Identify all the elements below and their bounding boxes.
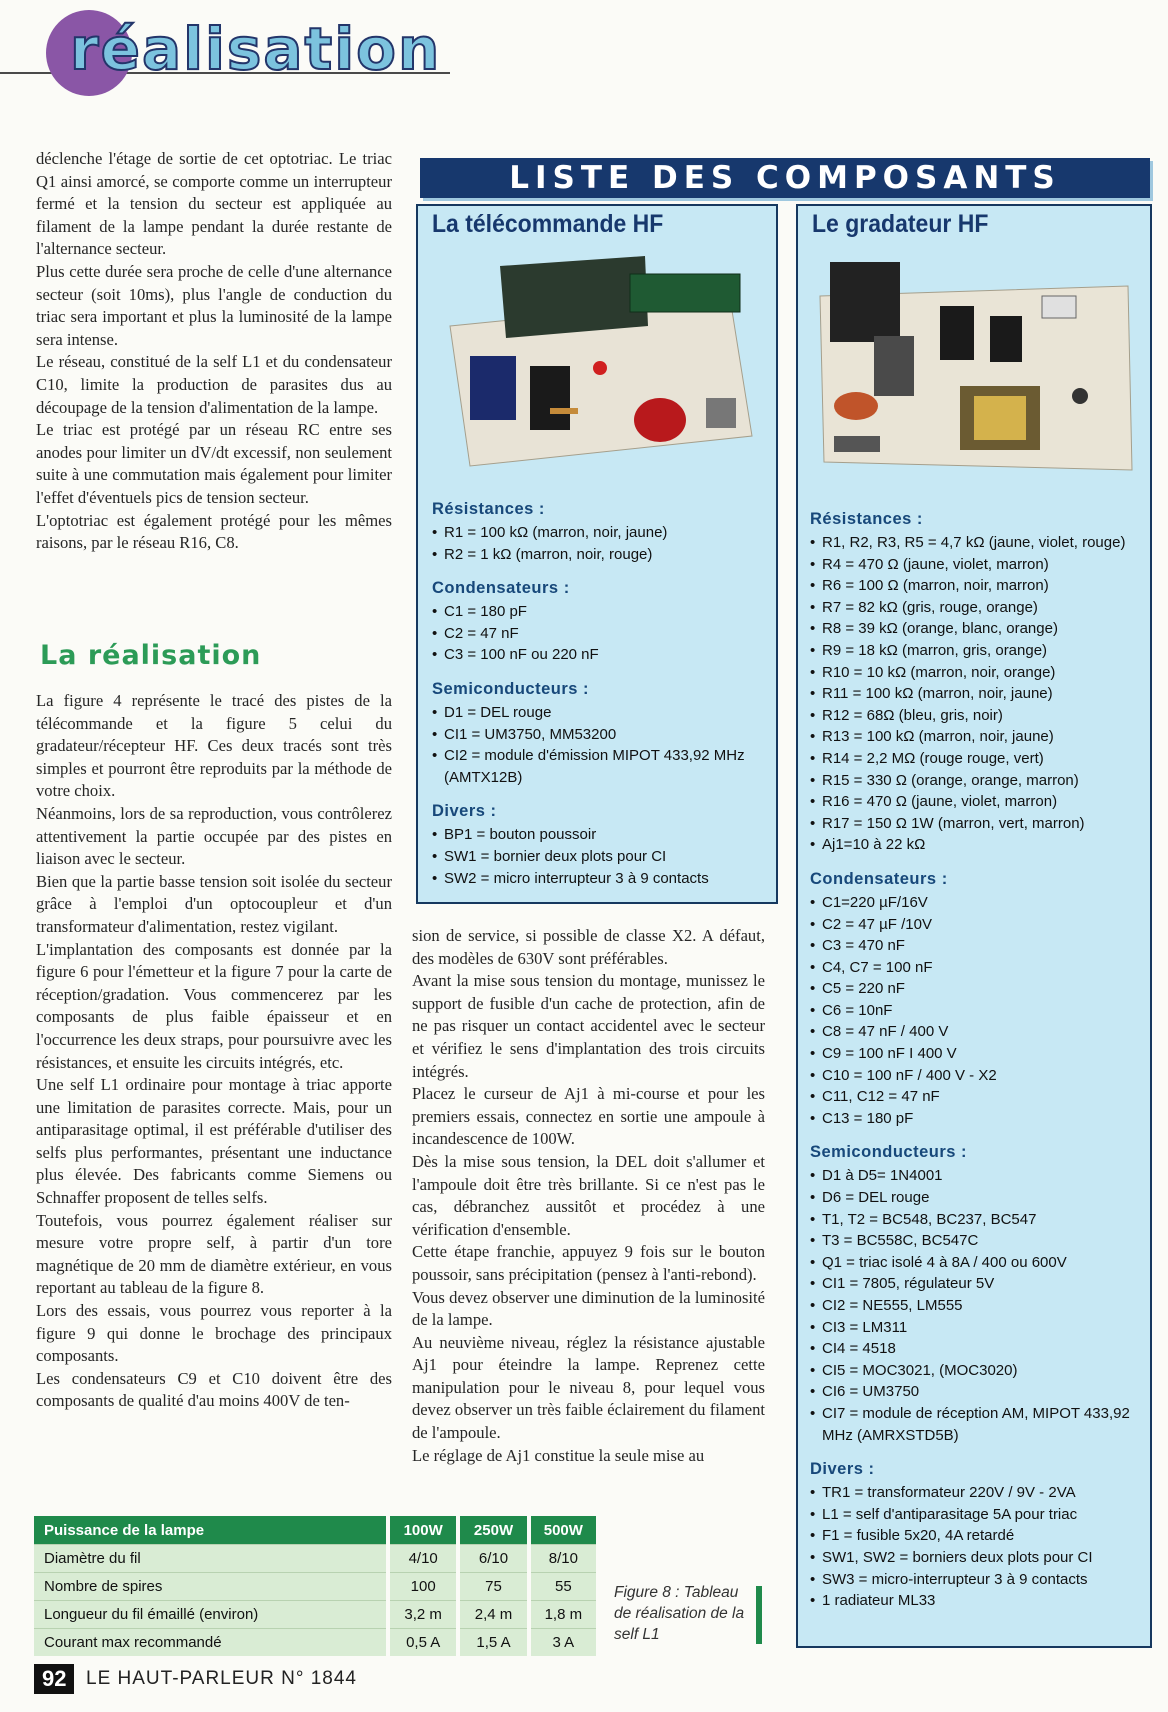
page-number: 92 [34, 1664, 74, 1694]
part-item: • R13 = 100 kΩ (marron, noir, jaune) [810, 726, 1145, 748]
part-item: • CI1 = 7805, régulateur 5V [810, 1273, 1145, 1295]
part-item: • T1, T2 = BC548, BC237, BC547 [810, 1209, 1145, 1231]
part-item: • SW1, SW2 = borniers deux plots pour CI [810, 1547, 1145, 1569]
table-cell: 8/10 [529, 1545, 596, 1573]
body-column-1-bottom [36, 690, 392, 1413]
table-header-cell: 500W [529, 1516, 596, 1545]
part-item: • CI5 = MOC3021, (MOC3020) [810, 1360, 1145, 1382]
table-header-cell: 250W [458, 1516, 528, 1545]
table-cell: 4/10 [388, 1545, 458, 1573]
paragraph: La figure 4 représente le tracé des pistes de la télécommande et la figure 5 celui du gradateur/récepteur HF. Ces deux tracés sont très simples et pourront être reproduits par la méthode de votre choix. [36, 691, 392, 801]
part-item: • C13 = 180 pF [810, 1108, 1145, 1130]
table-row [34, 1601, 596, 1629]
part-item: • T3 = BC558C, BC547C [810, 1230, 1145, 1252]
table-cell: 1,8 m [529, 1601, 596, 1629]
part-item: • CI4 = 4518 [810, 1338, 1145, 1360]
category-heading: Résistances : [432, 500, 545, 518]
self-l1-table [34, 1516, 596, 1656]
part-item: • CI2 = NE555, LM555 [810, 1295, 1145, 1317]
table-header-cell: 100W [388, 1516, 458, 1545]
part-item: • R10 = 10 kΩ (marron, noir, orange) [810, 662, 1145, 684]
table-cell: Longueur du fil émaillé (environ) [34, 1601, 388, 1629]
telecommande-pcb-photo [430, 248, 760, 474]
part-item: • 1 radiateur ML33 [810, 1590, 1145, 1612]
part-item: • R2 = 1 kΩ (marron, noir, rouge) [432, 544, 767, 566]
part-item: • D1 = DEL rouge [432, 702, 767, 724]
paragraph: Le réseau, constitué de la self L1 et du condensateur C10, limite la production de parasites dus au découpage de la tension d'alimentation de la lampe. [36, 352, 392, 417]
part-item: • CI1 = UM3750, MM53200 [432, 724, 767, 746]
telecommande-title: La télécommande HF [432, 210, 664, 238]
table-cell: 55 [529, 1573, 596, 1601]
table-row [34, 1629, 596, 1657]
part-item: • BP1 = bouton poussoir [432, 824, 767, 846]
part-item: • C1 = 180 pF [432, 601, 767, 623]
category-heading: Condensateurs : [432, 579, 570, 598]
paragraph: Avant la mise sous tension du montage, munissez le support de fusible d'un cache de protection, afin de ne pas risquer un contact accidentel avec le secteur et vérifiez le sens d'implantation des trois circuits intégrés. [412, 971, 765, 1081]
part-item: • R1 = 100 kΩ (marron, noir, jaune) [432, 522, 767, 544]
part-item: • C2 = 47 µF /10V [810, 914, 1145, 936]
part-item: • SW2 = micro interrupteur 3 à 9 contacts [432, 868, 767, 890]
part-item: • C5 = 220 nF [810, 978, 1145, 1000]
gradateur-title: Le gradateur HF [812, 210, 989, 238]
paragraph: sion de service, si possible de classe X2. A défaut, des modèles de 630V sont préférables. [412, 926, 765, 968]
part-item: • R11 = 100 kΩ (marron, noir, jaune) [810, 683, 1145, 705]
part-item: • CI6 = UM3750 [810, 1381, 1145, 1403]
part-item: • C4, C7 = 100 nF [810, 957, 1145, 979]
part-item: • C1=220 µF/16V [810, 892, 1145, 914]
paragraph: Toutefois, vous pourrez également réaliser sur mesure votre propre self, à partir d'un tore magnétique de 20 mm de diamètre extérieur, en vous reportant au tableau de la figure 8. [36, 1210, 392, 1298]
table-cell: 3 A [529, 1629, 596, 1657]
category-heading: Semiconducteurs : [432, 679, 590, 698]
part-item: • C10 = 100 nF / 400 V - X2 [810, 1065, 1145, 1087]
category-heading: Divers : [810, 1460, 875, 1479]
part-item: • Q1 = triac isolé 4 à 8A / 400 ou 600V [810, 1252, 1145, 1274]
table-header-cell: Puissance de la lampe [34, 1516, 388, 1545]
part-item: • C9 = 100 nF I 400 V [810, 1043, 1145, 1065]
table-cell: Diamètre du fil [34, 1545, 388, 1573]
table-cell: 2,4 m [458, 1601, 528, 1629]
category-heading: Condensateurs : [810, 869, 948, 888]
body-column-2 [412, 925, 765, 1467]
part-item: • D1 à D5= 1N4001 [810, 1165, 1145, 1187]
magazine-name: LE HAUT-PARLEUR N° 1844 [86, 1668, 358, 1689]
part-item: • Aj1=10 à 22 kΩ [810, 834, 1145, 856]
table-header-row [34, 1516, 596, 1545]
paragraph: déclenche l'étage de sortie de cet optotriac. Le triac Q1 ainsi amorcé, se comporte comme un interrupteur fermé et la tension du secteur est appliquée au filament de la lampe pendant la durée restante de l'alternance secteur. [36, 149, 392, 259]
part-item: • CI2 = module d'émission MIPOT 433,92 MHz (AMTX12B) [432, 745, 767, 788]
paragraph: Dès la mise sous tension, la DEL doit s'allumer et l'ampoule doit être très brillante. Si ce n'est pas le cas, débranchez aussitôt et procédez à une vérification d'ensemble. [412, 1151, 765, 1239]
part-item: • R6 = 100 Ω (marron, noir, marron) [810, 575, 1145, 597]
part-item: • SW1 = bornier deux plots pour CI [432, 846, 767, 868]
part-item: • R17 = 150 Ω 1W (marron, vert, marron) [810, 813, 1145, 835]
part-item: • R1, R2, R3, R5 = 4,7 kΩ (jaune, violet, rouge) [810, 532, 1145, 554]
part-item: • C3 = 470 nF [810, 935, 1145, 957]
part-item: • C11, C12 = 47 nF [810, 1086, 1145, 1108]
paragraph: Bien que la partie basse tension soit isolée du secteur grâce à l'emploi d'un optocoupleur et d'un transformateur d'alimentation, restez vigilant. [36, 871, 392, 936]
part-item: • CI3 = LM311 [810, 1317, 1145, 1339]
table-cell: 3,2 m [388, 1601, 458, 1629]
components-list-banner: LISTE DES COMPOSANTS [420, 158, 1150, 198]
section-heading: La réalisation [40, 640, 262, 671]
category-heading: Divers : [432, 802, 497, 821]
part-item: • R7 = 82 kΩ (gris, rouge, orange) [810, 597, 1145, 619]
table-cell: 0,5 A [388, 1629, 458, 1657]
gradateur-pcb-photo [810, 256, 1140, 476]
paragraph: Cette étape franchie, appuyez 9 fois sur le bouton poussoir, sans précipitation (pensez à l'anti-rebond). [412, 1242, 765, 1284]
telecommande-parts-list [432, 486, 767, 889]
paragraph: L'optotriac est également protégé pour les mêmes raisons, par le réseau R16, C8. [36, 510, 392, 553]
paragraph: Le réglage de Aj1 constitue la seule mise au [412, 1445, 705, 1465]
part-item: • R16 = 470 Ω (jaune, violet, marron) [810, 791, 1145, 813]
part-item: • C3 = 100 nF ou 220 nF [432, 644, 767, 666]
section-title: réalisation [70, 15, 442, 83]
part-item: • F1 = fusible 5x20, 4A retardé [810, 1525, 1145, 1547]
part-item: • R14 = 2,2 MΩ (rouge rouge, vert) [810, 748, 1145, 770]
part-item: • R15 = 330 Ω (orange, orange, marron) [810, 770, 1145, 792]
paragraph: Plus cette durée sera proche de celle d'une alternance secteur (soit 10ms), plus l'angle de conduction du triac sera important et plus la luminosité de la lampe sera intense. [36, 261, 392, 349]
table-cell: Courant max recommandé [34, 1629, 388, 1657]
paragraph: Néanmoins, lors de sa reproduction, vous contrôlerez attentivement la partie occupée par des pistes en liaison avec le secteur. [36, 803, 392, 869]
part-item: • D6 = DEL rouge [810, 1187, 1145, 1209]
figure-caption: Figure 8 : Tableau de réalisation de la self L1 [614, 1584, 745, 1643]
paragraph: Vous devez observer une diminution de la luminosité de la lampe. [412, 1287, 765, 1330]
gradateur-components-box [796, 204, 1152, 1648]
table-cell: 6/10 [458, 1545, 528, 1573]
body-column-1-top [36, 148, 392, 555]
figure-caption-bar [756, 1586, 762, 1644]
paragraph: Placez le curseur de Aj1 à mi-course et pour les premiers essais, connectez en sortie une ampoule à incandescence de 100W. [412, 1084, 765, 1149]
table-cell: 75 [458, 1573, 528, 1601]
part-item: • CI7 = module de réception AM, MIPOT 433,92 MHz (AMRXSTD5B) [810, 1403, 1145, 1446]
table-cell: 100 [388, 1573, 458, 1601]
telecommande-components-box [416, 204, 778, 904]
part-item: • R4 = 470 Ω (jaune, violet, marron) [810, 554, 1145, 576]
paragraph: Au neuvième niveau, réglez la résistance ajustable Aj1 pour éteindre la lampe. Reprenez cette manipulation pour le niveau 8, pour lequel vous devez observer un très faible éclairement du filament de l'ampoule. [412, 1332, 765, 1443]
part-item: • R8 = 39 kΩ (orange, blanc, orange) [810, 618, 1145, 640]
category-heading: Semiconducteurs : [810, 1143, 968, 1162]
part-item: • C2 = 47 nF [432, 623, 767, 645]
table-cell: Nombre de spires [34, 1573, 388, 1601]
part-item: • L1 = self d'antiparasitage 5A pour triac [810, 1504, 1145, 1526]
paragraph: Le triac est protégé par un réseau RC entre ses anodes pour limiter un dV/dt excessif, non seulement suite à une commutation mais également pour limiter l'effet d'éventuels pics de tension secteur. [36, 420, 392, 507]
table-row [34, 1573, 596, 1601]
paragraph: Lors des essais, vous pourrez vous reporter à la figure 9 qui donne le brochage des principaux composants. [36, 1301, 392, 1366]
paragraph: Une self L1 ordinaire pour montage à triac apporte une limitation de parasites correcte. Mais, pour un antiparasitage optimal, il est préférable d'utiliser des selfs plus performantes, présentant une inductance plus élevée. Des fabricants comme Siemens ou Schnaffer proposent de telles selfs. [36, 1075, 392, 1208]
table-cell: 1,5 A [458, 1629, 528, 1657]
part-item: • C6 = 10nF [810, 1000, 1145, 1022]
table-row [34, 1545, 596, 1573]
part-item: • R9 = 18 kΩ (marron, gris, orange) [810, 640, 1145, 662]
part-item: • R12 = 68Ω (bleu, gris, noir) [810, 705, 1145, 727]
category-heading: Résistances : [810, 510, 923, 528]
gradateur-parts-list [810, 496, 1145, 1612]
part-item: • C8 = 47 nF / 400 V [810, 1021, 1145, 1043]
part-item: • TR1 = transformateur 220V / 9V - 2VA [810, 1482, 1145, 1504]
paragraph: Les condensateurs C9 et C10 doivent être des composants de qualité d'au moins 400V de ten- [36, 1368, 392, 1411]
part-item: • SW3 = micro-interrupteur 3 à 9 contacts [810, 1569, 1145, 1591]
paragraph: L'implantation des composants est donnée par la figure 6 pour l'émetteur et la figure 7 pour la carte de réception/gradation. Vous commencerez par les composants de plus faible épaisseur et en l'occurrence les deux straps, pour poursuivre avec les résistances, et ensuite les circuits intégrés, etc. [36, 939, 392, 1072]
